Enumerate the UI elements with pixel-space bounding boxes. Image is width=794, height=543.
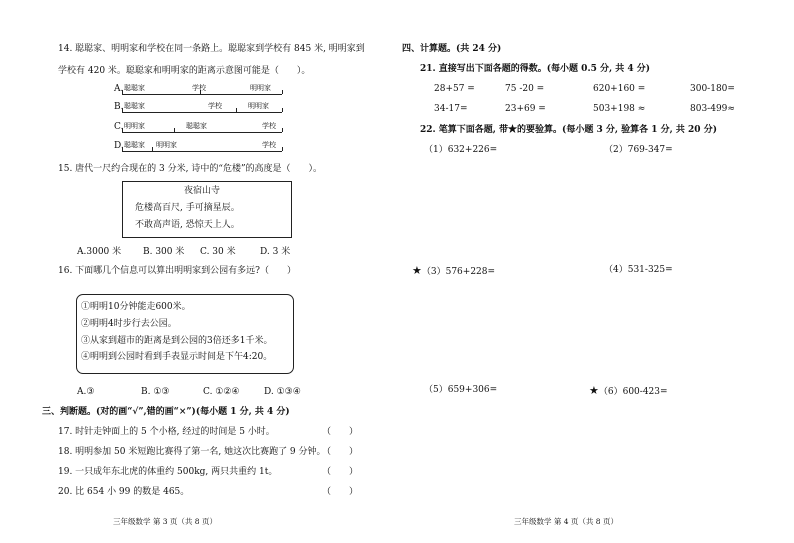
section-3-heading: 三、判断题。(对的画“√”,错的画“×”)(每小题 1 分, 共 4 分) — [42, 407, 290, 417]
judge-item-19: 19. 一只成年东北虎的体重约 500kg, 两只共重约 1t。 — [58, 467, 278, 477]
label-mingming: 明明家 — [248, 102, 269, 110]
q14-line1: 14. 聪聪家、明明家和学校在同一条路上。聪聪家到学校有 845 米, 明明家到 — [58, 44, 365, 54]
calc-3[interactable]: 620+160 = — [593, 84, 646, 94]
tick — [174, 128, 175, 132]
info-item-2: ②明明4时步行去公园。 — [81, 319, 177, 329]
option-a-line — [122, 94, 282, 95]
label-congcong: 聪聪家 — [124, 84, 145, 92]
option-c-line — [122, 132, 282, 133]
tick — [122, 90, 123, 94]
q16-choice-a[interactable]: A.③ — [77, 387, 95, 397]
tick — [282, 147, 283, 151]
calc-label: （3）576+228= — [421, 267, 496, 277]
info-item-1: ①明明10分钟能走600米。 — [81, 302, 191, 312]
label-congcong: 聪聪家 — [124, 141, 145, 149]
q14-line2: 学校有 420 米。聪聪家和明明家的距离示意图可能是（ ）。 — [58, 66, 311, 76]
calc-label: （4）531-325= — [604, 265, 673, 275]
q15-choice-b[interactable]: B. 300 米 — [143, 247, 185, 257]
option-letter: B. — [114, 102, 124, 112]
judge-item-20: 20. 比 654 小 99 的数是 465。 — [58, 487, 190, 497]
calc-7[interactable]: 503+198 ≈ — [593, 104, 646, 114]
judge-answer-17[interactable]: （ ） — [322, 427, 359, 437]
judge-answer-20[interactable]: （ ） — [322, 487, 359, 497]
q16-choice-d[interactable]: D. ①③④ — [264, 387, 301, 397]
label-mingming: 明明家 — [124, 122, 145, 130]
option-letter: D. — [114, 141, 124, 151]
label-congcong: 聪聪家 — [186, 122, 207, 130]
label-school: 学校 — [262, 122, 276, 130]
tick — [122, 147, 123, 151]
q16-choice-c[interactable]: C. ①②④ — [203, 387, 240, 397]
tick — [282, 128, 283, 132]
written-calc-6[interactable] — [589, 384, 668, 398]
written-calc-4[interactable] — [604, 265, 673, 276]
judge-item-17: 17. 时针走钟面上的 5 个小格, 经过的时间是 5 小时。 — [58, 427, 275, 437]
label-school: 学校 — [208, 102, 222, 110]
q16-choice-b[interactable]: B. ①③ — [141, 387, 170, 397]
star-icon: ★ — [589, 384, 599, 397]
left-page-footer: 三年级数学 第 3 页（共 8 页） — [113, 517, 217, 526]
label-mingming: 明明家 — [250, 84, 271, 92]
tick — [122, 128, 123, 132]
label-congcong: 聪聪家 — [124, 102, 145, 110]
written-calc-1[interactable] — [424, 145, 497, 156]
calc-2[interactable]: 75 -20 = — [505, 84, 545, 94]
info-item-3: ③从家到超市的距离是到公园的3倍还多1千米。 — [81, 336, 273, 346]
poem-line-1: 危楼高百尺, 手可摘星辰。 — [135, 203, 240, 213]
judge-answer-18[interactable]: （ ） — [322, 447, 359, 457]
calc-5[interactable]: 34-17= — [434, 104, 468, 114]
written-calc-2[interactable] — [604, 145, 673, 156]
q15-choice-d[interactable]: D. 3 米 — [260, 247, 291, 257]
q15-text: 15. 唐代一尺约合现在的 3 分米, 诗中的“危楼”的高度是（ ）。 — [58, 164, 323, 174]
written-calc-3[interactable] — [412, 264, 495, 278]
calc-label: （1）632+226= — [424, 145, 498, 155]
tick — [282, 108, 283, 112]
q21-text: 21. 直接写出下面各题的得数。(每小题 0.5 分, 共 4 分) — [420, 64, 651, 74]
q15-choice-a[interactable]: A.3000 米 — [77, 247, 122, 257]
calc-8[interactable]: 803-499≈ — [690, 104, 735, 114]
tick — [152, 147, 153, 151]
label-school: 学校 — [192, 84, 206, 92]
calc-label: （2）769-347= — [604, 145, 673, 155]
option-letter: C. — [114, 122, 124, 132]
q22-text: 22. 笔算下面各题, 带★的要验算。(每小题 3 分, 验算各 1 分, 共 20 分) — [420, 125, 717, 135]
option-b-line — [122, 112, 282, 113]
judge-item-18: 18. 明明参加 50 米短跑比赛得了第一名, 她这次比赛跑了 9 分钟。 — [58, 447, 326, 457]
calc-4[interactable]: 300-180= — [690, 84, 735, 94]
label-mingming: 明明家 — [156, 141, 177, 149]
tick — [282, 90, 283, 94]
calc-label: （5）659+306= — [424, 385, 498, 395]
calc-1[interactable]: 28+57 = — [434, 84, 475, 94]
tick — [122, 108, 123, 112]
written-calc-5[interactable] — [424, 385, 497, 396]
tick — [236, 108, 237, 112]
q16-text: 16. 下面哪几个信息可以算出明明家到公园有多远?（ ） — [58, 266, 297, 276]
section-4-heading: 四、计算题。(共 24 分) — [402, 44, 502, 54]
option-d-line — [122, 151, 282, 152]
calc-label: （6）600-423= — [598, 387, 668, 397]
judge-answer-19[interactable]: （ ） — [322, 467, 359, 477]
calc-6[interactable]: 23+69 = — [505, 104, 546, 114]
poem-title: 夜宿山寺 — [184, 186, 221, 196]
info-item-4: ④明明到公园时看到手表显示时间是下午4:20。 — [81, 352, 273, 362]
poem-line-2: 不敢高声语, 恐惊天上人。 — [135, 220, 240, 230]
label-school: 学校 — [262, 141, 276, 149]
option-letter: A. — [114, 84, 124, 94]
right-page-footer: 三年级数学 第 4 页（共 8 页） — [514, 517, 618, 526]
star-icon: ★ — [412, 264, 422, 277]
q15-choice-c[interactable]: C. 30 米 — [200, 247, 236, 257]
